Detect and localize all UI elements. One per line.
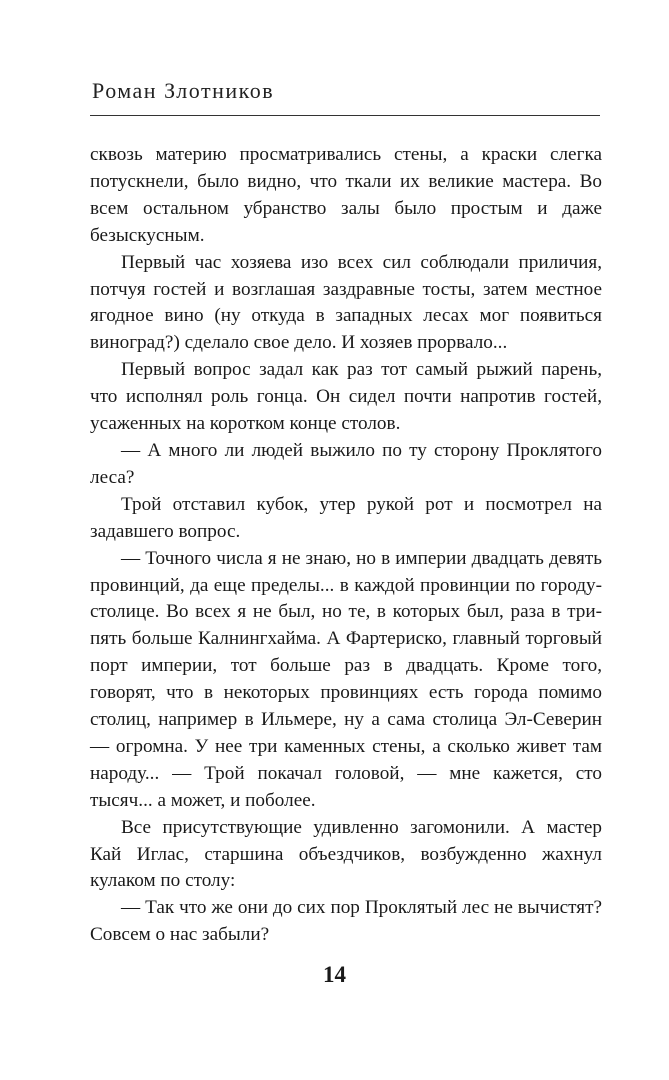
paragraph-1: сквозь материю просматривались стены, а краски слегка потускнели, было видно, что ткали их великие мастера. Во всем остальном убранство залы было простым и даже безыскусным. (90, 144, 602, 246)
paragraph-3: Первый вопрос задал как раз тот самый рыжий парень, что исполнял роль гонца. Он сидел почти напротив гостей, усаженных на коротком конце столов. (90, 359, 602, 435)
paragraph-6: — Точного числа я не знаю, но в империи двадцать девять провинций, да еще пределы... в каждой провинции по городу-столице. Во всех я не был, но те, в которых был, раза в три-пять больше Калнингхайма. А Фартериско, главный торговый порт империи, тот больше раз в двадцать. Кроме того, говорят, что в некоторых провинциях есть города помимо столиц, например в Ильмере, ну а сама столица Эл-Северин — огромна. У нее три каменных стены, а сколько живет там народу... — Трой покачал головой, — мне кажется, сто тысяч... а может, и поболее. (90, 547, 602, 811)
running-title: Роман Злотников (92, 78, 275, 103)
header-rule (90, 115, 600, 116)
paragraph-4: — А много ли людей выжило по ту сторону Проклятого леса? (90, 439, 602, 488)
paragraph-5: Трой отставил кубок, утер рукой рот и посмотрел на задавшего вопрос. (90, 493, 602, 542)
paragraph-7: Все присутствующие удивленно загомонили. А мастер Кай Иглас, старшина объездчиков, возбужденно жахнул кулаком по столу: (90, 816, 602, 892)
paragraph-8: — Так что же они до сих пор Проклятый лес не вычистят? Совсем о нас забыли? (90, 897, 602, 946)
main-text (90, 142, 602, 949)
page-number: 14 (323, 962, 346, 987)
paragraph-2: Первый час хозяева изо всех сил соблюдали приличия, потчуя гостей и возглашая заздравные тосты, затем местное ягодное вино (ну откуда в западных лесах мог появиться виноград?) сделало свое дело. И хозяев прорвало... (90, 251, 602, 354)
